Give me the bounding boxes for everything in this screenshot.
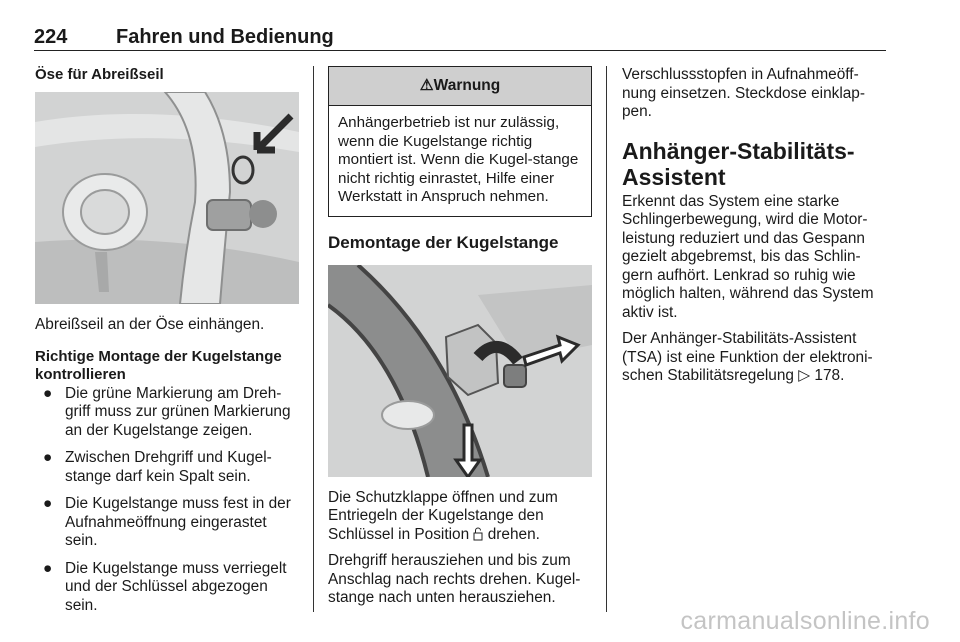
column-right xyxy=(622,66,888,386)
section-title-removal: Demontage der Kugelstange xyxy=(328,232,559,252)
list-item-text: Die Kugelstange muss fest in der Aufnahmeöffnung eingerastet sein. xyxy=(65,495,291,549)
column-divider xyxy=(606,66,607,612)
page-title: Fahren und Bedienung xyxy=(116,26,334,48)
section-title-eyelet: Öse für Abreißseil xyxy=(35,66,164,83)
check-list xyxy=(35,385,300,616)
column-divider xyxy=(313,66,314,612)
column-middle xyxy=(328,66,592,608)
bullet-icon: ● xyxy=(43,559,53,577)
bullet-icon: ● xyxy=(43,495,53,512)
warning-title: Warnung xyxy=(433,77,501,94)
paragraph-tsa-description: Erkennt das System eine starke Schlingerbewegung, wird die Motor-leistung reduziert und das Gespann gezielt abgebremst, bis das Schlin-gern aufhört. Lenkrad so ruhig wie möglich halten, während das System aktiv ist. xyxy=(622,192,874,321)
warning-box xyxy=(328,66,592,217)
paragraph-text: Die Schutzklappe öffnen und zum Entriegeln der Kugelstange den Schlüssel in Position xyxy=(328,488,558,543)
subsection-title-check: Richtige Montage der Kugelstange kontrollieren xyxy=(35,347,282,383)
page-number: 224 xyxy=(34,26,68,48)
list-item-text: Die grüne Markierung am Dreh-griff muss zur grünen Markierung an der Kugelstange zeigen. xyxy=(65,384,291,439)
page-reference[interactable]: 178. xyxy=(814,367,845,384)
figure-towbar-removal xyxy=(328,265,592,477)
bullet-icon: ● xyxy=(43,384,53,402)
paragraph-open-flap xyxy=(328,489,592,545)
unlock-icon xyxy=(473,527,483,541)
paragraph-tsa-function xyxy=(622,330,888,386)
paragraph-text: Der Anhänger-Stabilitäts-Assistent (TSA) ist eine Funktion der elektroni-schen Stabilitätsregelung xyxy=(622,330,873,384)
list-item xyxy=(35,495,300,551)
warning-icon: ⚠ xyxy=(419,77,434,94)
section-title-tsa: Anhänger-Stabilitäts-Assistent xyxy=(622,137,855,190)
list-item xyxy=(35,385,300,441)
list-item xyxy=(35,560,300,616)
list-item-text: Die Kugelstange muss verriegelt und der Schlüssel abgezogen sein. xyxy=(65,559,287,614)
paragraph-insert-plug: Verschlussstopfen in Aufnahmeöff-nung einsetzen. Steckdose einklap-pen. xyxy=(622,66,865,120)
list-item xyxy=(35,449,300,486)
bullet-icon: ● xyxy=(43,449,53,466)
page-header xyxy=(34,26,886,51)
paragraph-pull-handle: Drehgriff herausziehen und bis zum Anschlag nach rechts drehen. Kugel-stange nach unten herausziehen. xyxy=(328,552,581,606)
figure-towbar-eyelet xyxy=(35,92,299,304)
warning-text: Anhängerbetrieb ist nur zulässig, wenn die Kugelstange richtig montiert ist. Wenn die Kugel-stange nicht richtig einrastet, Hilfe einer Werkstatt in Anspruch nehmen. xyxy=(338,114,579,205)
list-item-text: Zwischen Drehgriff und Kugel-stange darf kein Spalt sein. xyxy=(65,449,272,485)
watermark: carmanualsonline.info xyxy=(680,607,930,635)
column-left xyxy=(35,66,300,624)
warning-header xyxy=(329,67,591,106)
paragraph-text: drehen. xyxy=(487,525,540,543)
figure-caption: Abreißseil an der Öse einhängen. xyxy=(35,316,265,333)
page-reference-icon: ▷ xyxy=(798,367,811,384)
